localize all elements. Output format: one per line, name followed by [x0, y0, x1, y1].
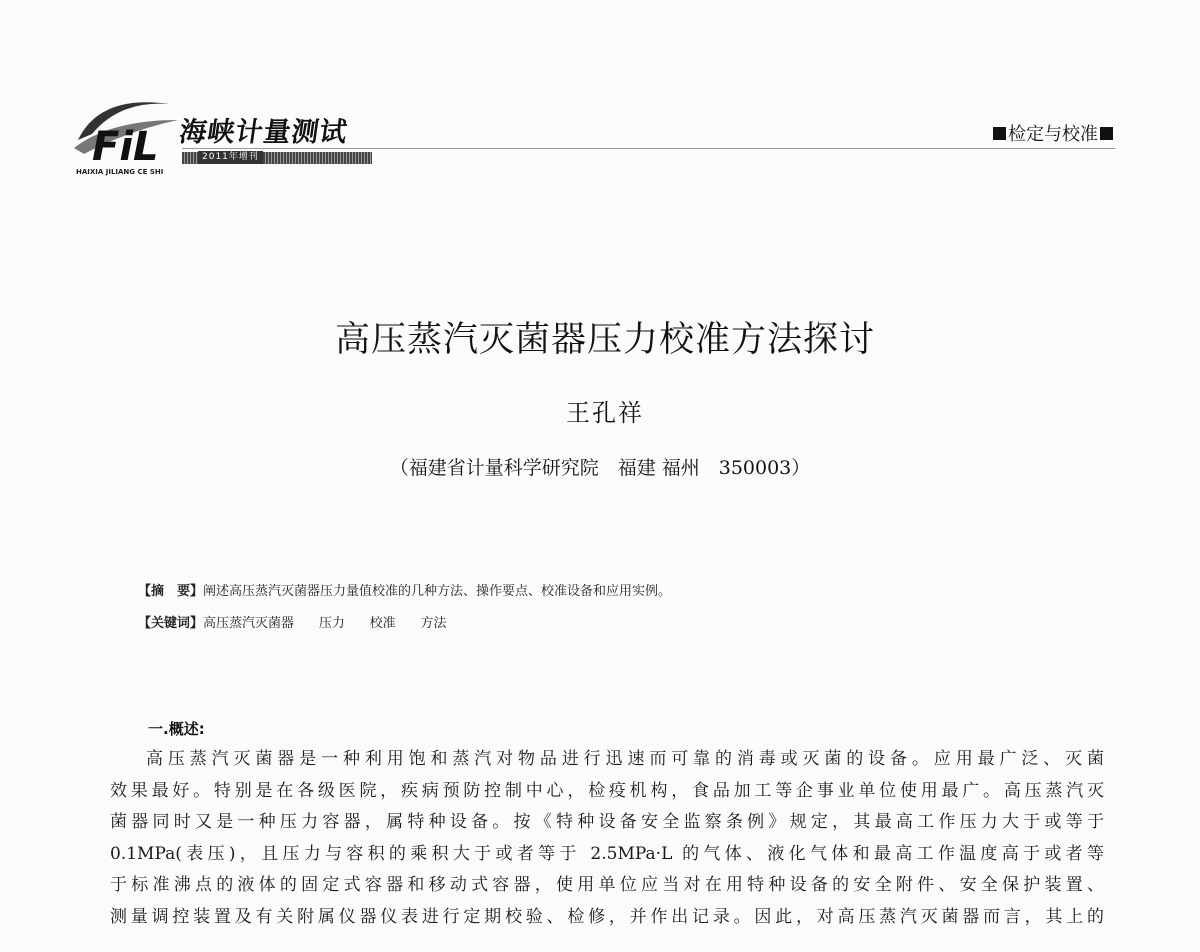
keyword-item: 方法	[420, 616, 447, 631]
journal-header	[70, 90, 1115, 175]
paragraph-line: 于标准沸点的液体的固定式容器和移动式容器，使用单位应当对在用特种设备的安全附件、安全保护装置、	[110, 875, 1104, 895]
header-rule	[182, 148, 1115, 149]
keyword-item: 高压蒸汽灭菌器	[203, 616, 295, 631]
journal-name: 海峡计量测试	[177, 117, 350, 148]
paragraph-line: 高压蒸汽灭菌器是一种利用饱和蒸汽对物品进行迅速而可靠的消毒或灭菌的设备。应用最广泛、灭菌	[146, 749, 1104, 769]
article-title: 高压蒸汽灭菌器压力校准方法探讨	[334, 320, 875, 360]
section-label	[991, 120, 1115, 146]
section-heading: 一.概述:	[148, 720, 205, 738]
section-label-text: 检定与校准	[1008, 124, 1098, 145]
paragraph-line: 测量调控装置及有关附属仪器仪表进行定期校验、检修，并作出记录。因此，对高压蒸汽灭菌器而言，其上的	[110, 906, 1104, 927]
article-affiliation: （福建省计量科学研究院 福建 福州 350003）	[389, 457, 811, 479]
issue-label: 2011年增刊	[198, 151, 263, 164]
paragraph-line: 0.1MPa(表压)，且压力与容积的乘积大于或者等于 2.5MPa·L 的气体、液化气体和最高工作温度高于或者等	[110, 843, 1104, 864]
square-bullet-icon	[1100, 127, 1113, 140]
keyword-item: 校准	[369, 616, 396, 631]
abstract-text: 阐述高压蒸汽灭菌器压力量值校准的几种方法、操作要点、校准设备和应用实例。	[203, 584, 672, 599]
square-bullet-icon	[993, 127, 1006, 140]
keywords-label: 【关键词】	[138, 616, 204, 631]
logo-text: FiL	[92, 124, 159, 170]
journal-pinyin: HAIXIA JILIANG CE SHI	[76, 168, 164, 176]
paragraph-line: 菌器同时又是一种压力容器，属特种设备。按《特种设备安全监察条例》规定，其最高工作压力大于或等于	[110, 812, 1104, 832]
journal-logo	[70, 90, 180, 170]
article-author: 王孔祥	[566, 399, 644, 427]
abstract	[138, 580, 671, 599]
paragraph-line: 效果最好。特别是在各级医院，疾病预防控制中心，检疫机构，食品加工等企事业单位使用最广。高压蒸汽灭	[110, 780, 1104, 801]
keyword-item: 压力	[318, 616, 345, 631]
abstract-label: 【摘 要】	[138, 584, 204, 599]
keywords	[138, 612, 446, 631]
body-paragraph	[110, 744, 1104, 933]
